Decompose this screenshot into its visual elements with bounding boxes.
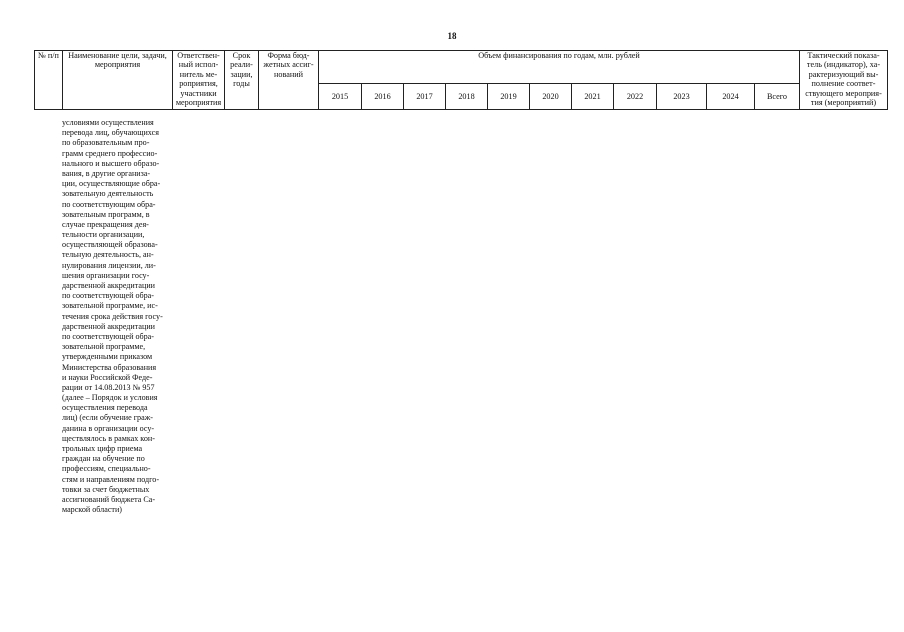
measure-description: условиями осуществления перевода лиц, обучающихся по образовательным про- грамм среднего профессио- нального и высшего образо- вания, в другие организа- ции, осуществляющие обра- зовательную деятельность по соответствующим обра- зовательным программ, в случае прекращения дея- тельности организации, осуществляющей образова- тельную деятельность, ан- нулирования лицензии, ли- шения организации госу- дарственной аккредитации по соответствующей обра- зовательной программе, ис- течения срока действия госу- дарственной аккредитации по соответствующей обра- зовательной программе, утвержденными приказом Министерства образования и науки Российской Феде- рации от 14.08.2013 № 957 (далее – Порядок и условия осуществления перевода лиц) (если обучение граж- данина в организации осу- ществлялось в рамках кон- трольных цифр приема граждан на обучение по профессиям, специально- стям и направлениям подго- товки за счет бюджетных ассигнований бюджета Са- марской области) — [62, 118, 163, 515]
year-header: 2016 — [362, 84, 404, 110]
col-form-header: Форма бюд- жетных ассиг- нований — [259, 51, 319, 110]
total-header: Всего — [755, 84, 800, 110]
col-indicator-header: Тактический показа- тель (индикатор), ха- рактеризующий вы- полнение соответ- ствующего мероприя- тия (мероприятий) — [800, 51, 888, 110]
col-financing-header: Объем финансирования по годам, млн. рублей — [319, 51, 800, 84]
year-header: 2024 — [707, 84, 755, 110]
col-term-header: Срок реали- зации, годы — [225, 51, 259, 110]
col-responsible-header: Ответствен- ный испол- нитель ме- роприятия, участники мероприятия — [173, 51, 225, 110]
year-header: 2021 — [572, 84, 614, 110]
year-header: 2017 — [404, 84, 446, 110]
year-header: 2018 — [446, 84, 488, 110]
year-header: 2020 — [530, 84, 572, 110]
year-header: 2022 — [614, 84, 657, 110]
year-header: 2023 — [657, 84, 707, 110]
col-number-header: № п/п — [35, 51, 63, 110]
page-number: 18 — [447, 31, 457, 41]
col-name-header: Наименование цели, задачи, мероприятия — [63, 51, 173, 110]
header-table — [34, 50, 888, 110]
year-header: 2015 — [319, 84, 362, 110]
year-header: 2019 — [488, 84, 530, 110]
